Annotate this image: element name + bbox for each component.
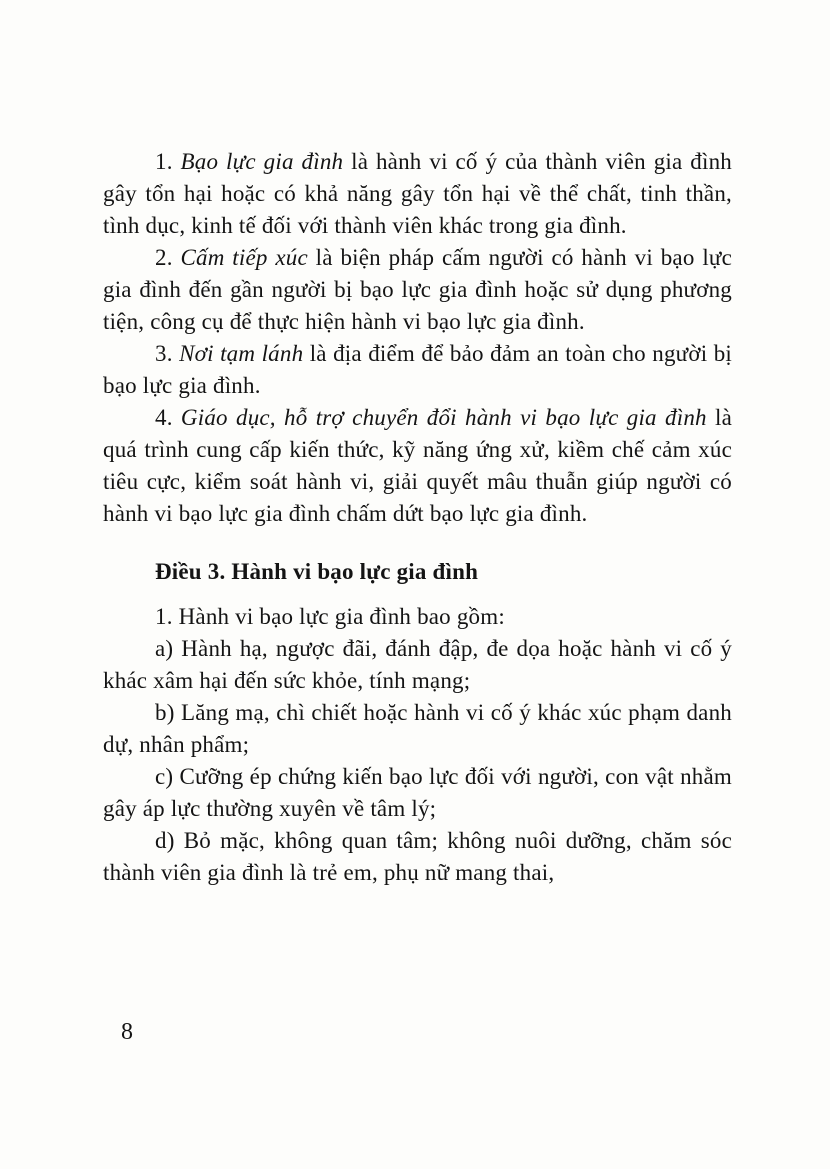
defined-term: Nơi tạm lánh bbox=[179, 341, 304, 366]
item-number: 4. bbox=[155, 405, 181, 430]
definition-text: là biện pháp cấm người có hành vi bạo lực gia đình đến gần người bị bạo lực gia đình hoặc sử dụng phương tiện, công cụ để thực hiện hành vi bạo lực gia đình. bbox=[103, 245, 732, 334]
clause-d: d) Bỏ mặc, không quan tâm; không nuôi dưỡng, chăm sóc thành viên gia đình là trẻ em, phụ nữ mang thai, bbox=[103, 828, 732, 885]
item-number: 3. bbox=[155, 341, 180, 366]
article-heading: Điều 3. Hành vi bạo lực gia đình bbox=[155, 559, 479, 584]
definition-text: là quá trình cung cấp kiến thức, kỹ năng ứng xử, kiềm chế cảm xúc tiêu cực, kiểm soát hành vi, giải quyết mâu thuẫn giúp người có hành vi bạo lực gia đình chấm dứt bạo lực gia đình. bbox=[103, 405, 732, 526]
page-number: 8 bbox=[121, 1019, 133, 1045]
defined-term: Bạo lực gia đình bbox=[180, 149, 344, 174]
definition-text: là hành vi cố ý của thành viên gia đình gây tổn hại hoặc có khả năng gây tổn hại về thể chất, tinh thần, tình dục, kinh tế đối với thành viên khác trong gia đình. bbox=[103, 149, 732, 238]
definition-paragraph-1 bbox=[103, 146, 732, 242]
item-number: 1. bbox=[155, 149, 181, 174]
page-body bbox=[103, 146, 732, 889]
clause-intro: 1. Hành vi bạo lực gia đình bao gồm: bbox=[155, 604, 505, 629]
defined-term: Cấm tiếp xúc bbox=[180, 245, 308, 270]
clause-b: b) Lăng mạ, chì chiết hoặc hành vi cố ý khác xúc phạm danh dự, nhân phẩm; bbox=[103, 700, 732, 757]
item-number: 2. bbox=[155, 245, 181, 270]
clause-c: c) Cưỡng ép chứng kiến bạo lực đối với người, con vật nhằm gây áp lực thường xuyên về tâm lý; bbox=[103, 764, 732, 821]
defined-term: Giáo dục, hỗ trợ chuyển đổi hành vi bạo lực gia đình bbox=[180, 405, 707, 430]
clause-a: a) Hành hạ, ngược đãi, đánh đập, đe dọa hoặc hành vi cố ý khác xâm hại đến sức khỏe, tính mạng; bbox=[103, 636, 732, 693]
definition-paragraph-3 bbox=[103, 338, 732, 402]
definition-paragraph-2 bbox=[103, 242, 732, 338]
definition-text: là địa điểm để bảo đảm an toàn cho người bị bạo lực gia đình. bbox=[103, 341, 732, 398]
definition-paragraph-4 bbox=[103, 402, 732, 530]
